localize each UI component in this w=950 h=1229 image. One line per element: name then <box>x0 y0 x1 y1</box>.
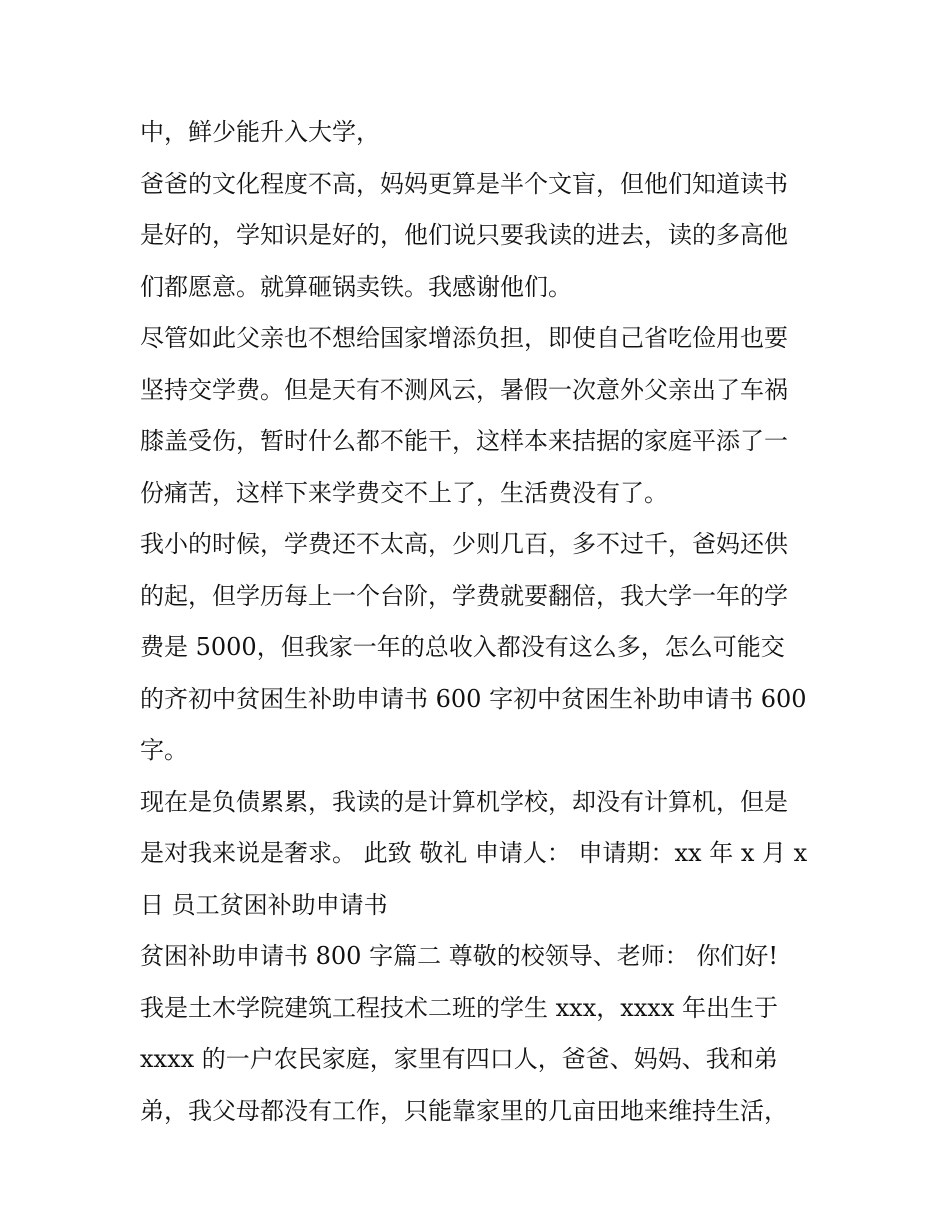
text-line: 我是土木学院建筑工程技术二班的学生 xxx，xxxx 年出生于 <box>140 993 779 1022</box>
text-line: 是好的，学知识是好的，他们说只要我读的进去，读的多高他 <box>140 221 788 249</box>
text-line: 尽管如此父亲也不想给国家增添负担，即使自己省吃俭用也要 <box>140 324 788 352</box>
text-line: 字。 <box>140 736 188 764</box>
text-line: 坚持交学费。但是天有不测风云，暑假一次意外父亲出了车祸 <box>140 375 788 404</box>
text-line: 的起，但学历每上一个台阶，学费就要翻倍，我大学一年的学 <box>140 581 788 610</box>
text-line: 弟，我父母都没有工作，只能靠家里的几亩田地来维持生活， <box>140 1096 788 1125</box>
text-line: 费是 5000，但我家一年的总收入都没有这么多，怎么可能交 <box>140 633 785 661</box>
text-line: 现在是负债累累，我读的是计算机学校，却没有计算机，但是 <box>140 787 788 816</box>
text-line: 爸爸的文化程度不高，妈妈更算是半个文盲，但他们知道读书 <box>140 169 788 198</box>
text-line: 的齐初中贫困生补助申请书 600 字初中贫困生补助申请书 600 <box>140 684 807 713</box>
text-line: 膝盖受伤，暂时什么都不能干，这样本来拮据的家庭平添了一 <box>140 427 788 455</box>
text-line: 是对我来说是奢求。 此致 敬礼 申请人： 申请期：xx 年 x 月 x <box>140 839 808 867</box>
text-line: 贫困补助申请书 800 字篇二 尊敬的校领导、老师： 你们好! <box>140 942 778 970</box>
text-line: xxxx 的一户农民家庭，家里有四口人，爸爸、妈妈、我和弟 <box>140 1045 778 1073</box>
text-line: 日 员工贫困补助申请书 <box>140 890 388 919</box>
text-line: 中，鲜少能升入大学， <box>140 118 380 146</box>
text-line: 我小的时候，学费还不太高，少则几百，多不过千，爸妈还供 <box>140 530 788 558</box>
text-line: 们都愿意。就算砸锅卖铁。我感谢他们。 <box>140 272 572 301</box>
text-line: 份痛苦，这样下来学费交不上了，生活费没有了。 <box>140 478 668 507</box>
document-body <box>140 107 820 1137</box>
